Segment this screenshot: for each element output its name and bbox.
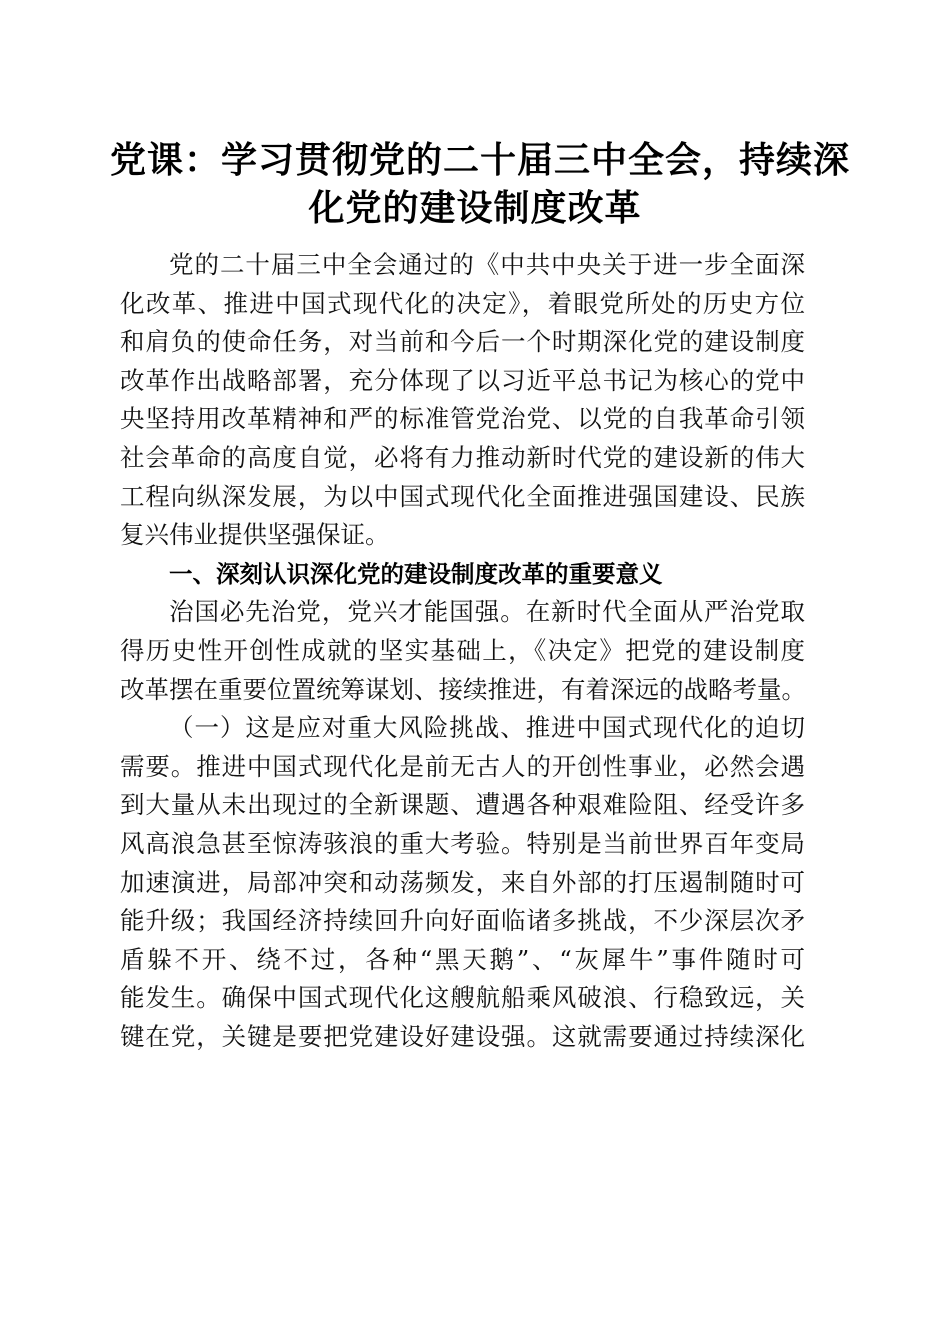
- paragraph-line: 键在党，关键是要把党建设好建设强。这就需要通过持续深化: [120, 1021, 805, 1051]
- paragraph-line: 复兴伟业提供坚强保证。: [120, 520, 390, 550]
- paragraph-line: 社会革命的高度自觉，必将有力推动新时代党的建设新的伟大: [120, 442, 805, 472]
- section-heading: 一、深刻认识深化党的建设制度改革的重要意义: [169, 559, 663, 588]
- title-line: 党课：学习贯彻党的二十届三中全会，持续深: [110, 139, 851, 181]
- paragraph-line: 党的二十届三中全会通过的《中共中央关于进一步全面深: [169, 250, 805, 279]
- document-body: [120, 246, 805, 1056]
- paragraph-line: 央坚持用改革精神和严的标准管党治党、以党的自我革命引领: [120, 404, 805, 434]
- title-line: 化党的建设制度改革: [308, 187, 642, 229]
- paragraph-line: 风高浪急甚至惊涛骇浪的重大考验。特别是当前世界百年变局: [120, 828, 805, 858]
- paragraph-line: 加速演进，局部冲突和动荡频发，来自外部的打压遏制随时可: [120, 867, 805, 897]
- document-title: [110, 136, 851, 232]
- paragraph-line: 能升级；我国经济持续回升向好面临诸多挑战，不少深层次矛: [120, 906, 805, 936]
- paragraph-line: 能发生。确保中国式现代化这艘航船乘风破浪、行稳致远，关: [120, 983, 805, 1013]
- subsection-paragraph: [120, 709, 805, 1056]
- paragraph-line: （一）这是应对重大风险挑战、推进中国式现代化的迫切: [169, 713, 805, 743]
- paragraph-line: 改革作出战略部署，充分体现了以习近平总书记为核心的党中: [120, 365, 805, 395]
- paragraph-line: 盾躲不开、绕不过，各种“黑天鹅”、“灰犀牛”事件随时可: [120, 944, 805, 974]
- paragraph-line: 得历史性开创性成就的坚实基础上，《决定》把党的建设制度: [120, 635, 805, 665]
- paragraph-line: 到大量从未出现过的全新课题、遭遇各种艰难险阻、经受许多: [120, 790, 805, 820]
- paragraph-line: 改革摆在重要位置统筹谋划、接续推进，有着深远的战略考量。: [120, 674, 806, 704]
- paragraph-line: 和肩负的使命任务，对当前和今后一个时期深化党的建设制度: [120, 327, 805, 357]
- section-paragraph: [120, 593, 805, 709]
- paragraph-line: 治国必先治党，党兴才能国强。在新时代全面从严治党取: [169, 597, 805, 627]
- paragraph-line: 化改革、推进中国式现代化的决定》，着眼党所处的历史方位: [120, 288, 805, 318]
- paragraph-line: 工程向纵深发展，为以中国式现代化全面推进强国建设、民族: [120, 481, 805, 511]
- intro-paragraph: [120, 246, 805, 555]
- paragraph-line: 需要。推进中国式现代化是前无古人的开创性事业，必然会遇: [120, 751, 805, 781]
